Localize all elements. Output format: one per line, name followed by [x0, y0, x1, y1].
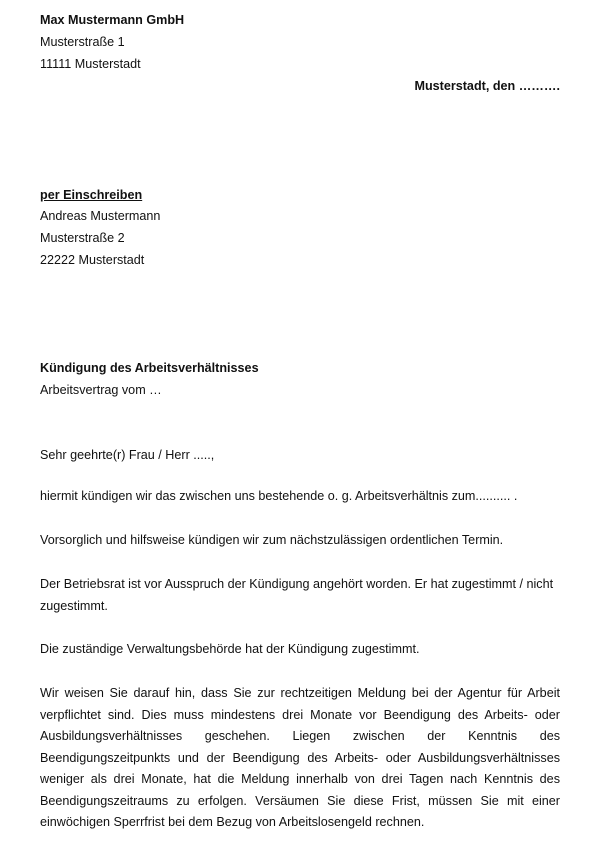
subject-reference: Arbeitsvertrag vom …	[40, 383, 162, 397]
sender-company: Max Mustermann GmbH	[40, 13, 185, 27]
body-paragraph-2: Vorsorglich und hilfsweise kündigen wir zum nächstzulässigen ordentlichen Termin.	[40, 533, 504, 547]
body-paragraph-1: hiermit kündigen wir das zwischen uns bestehende o. g. Arbeitsverhältnis zum.......... .	[40, 489, 518, 503]
salutation: Sehr geehrte(r) Frau / Herr .....,	[40, 448, 215, 462]
date-line: Musterstadt, den ……….	[414, 79, 560, 93]
recipient-name: Andreas Mustermann	[40, 209, 161, 223]
letter-page	[40, 0, 560, 850]
delivery-note: per Einschreiben	[40, 188, 143, 202]
body-paragraph-4: Die zuständige Verwaltungsbehörde hat der Kündigung zugestimmt.	[40, 642, 420, 656]
body-paragraph-3: Der Betriebsrat ist vor Ausspruch der Kündigung angehört worden. Er hat zugestimmt / nicht zugestimmt.	[40, 577, 554, 613]
subject-title: Kündigung des Arbeitsverhältnisses	[40, 361, 259, 375]
sender-city: 11111 Musterstadt	[40, 57, 141, 71]
sender-street: Musterstraße 1	[40, 35, 125, 49]
recipient-street: Musterstraße 2	[40, 231, 125, 245]
body-paragraph-5: Wir weisen Sie darauf hin, dass Sie zur rechtzeitigen Meldung bei der Agentur für Arbeit verpflichtet sind. Dies muss mindestens drei Monate vor Beendigung des Arbeits- oder Ausbildungsverhältnisses geschehen. Liegen zwischen der Kenntnis des Beendigungszeitpunkts und der Beendigung des Arbeits- oder Ausbildungsverhältnisses weniger als drei Monate, hat die Meldung innerhalb von drei Tagen nach Kenntnis des Beendigungszeitraums zu erfolgen. Versäumen Sie diese Frist, müssen Sie mit einer einwöchigen Sperrfrist bei dem Bezug von Arbeitslosengeld rechnen.	[40, 686, 560, 829]
recipient-city: 22222 Musterstadt	[40, 253, 145, 267]
